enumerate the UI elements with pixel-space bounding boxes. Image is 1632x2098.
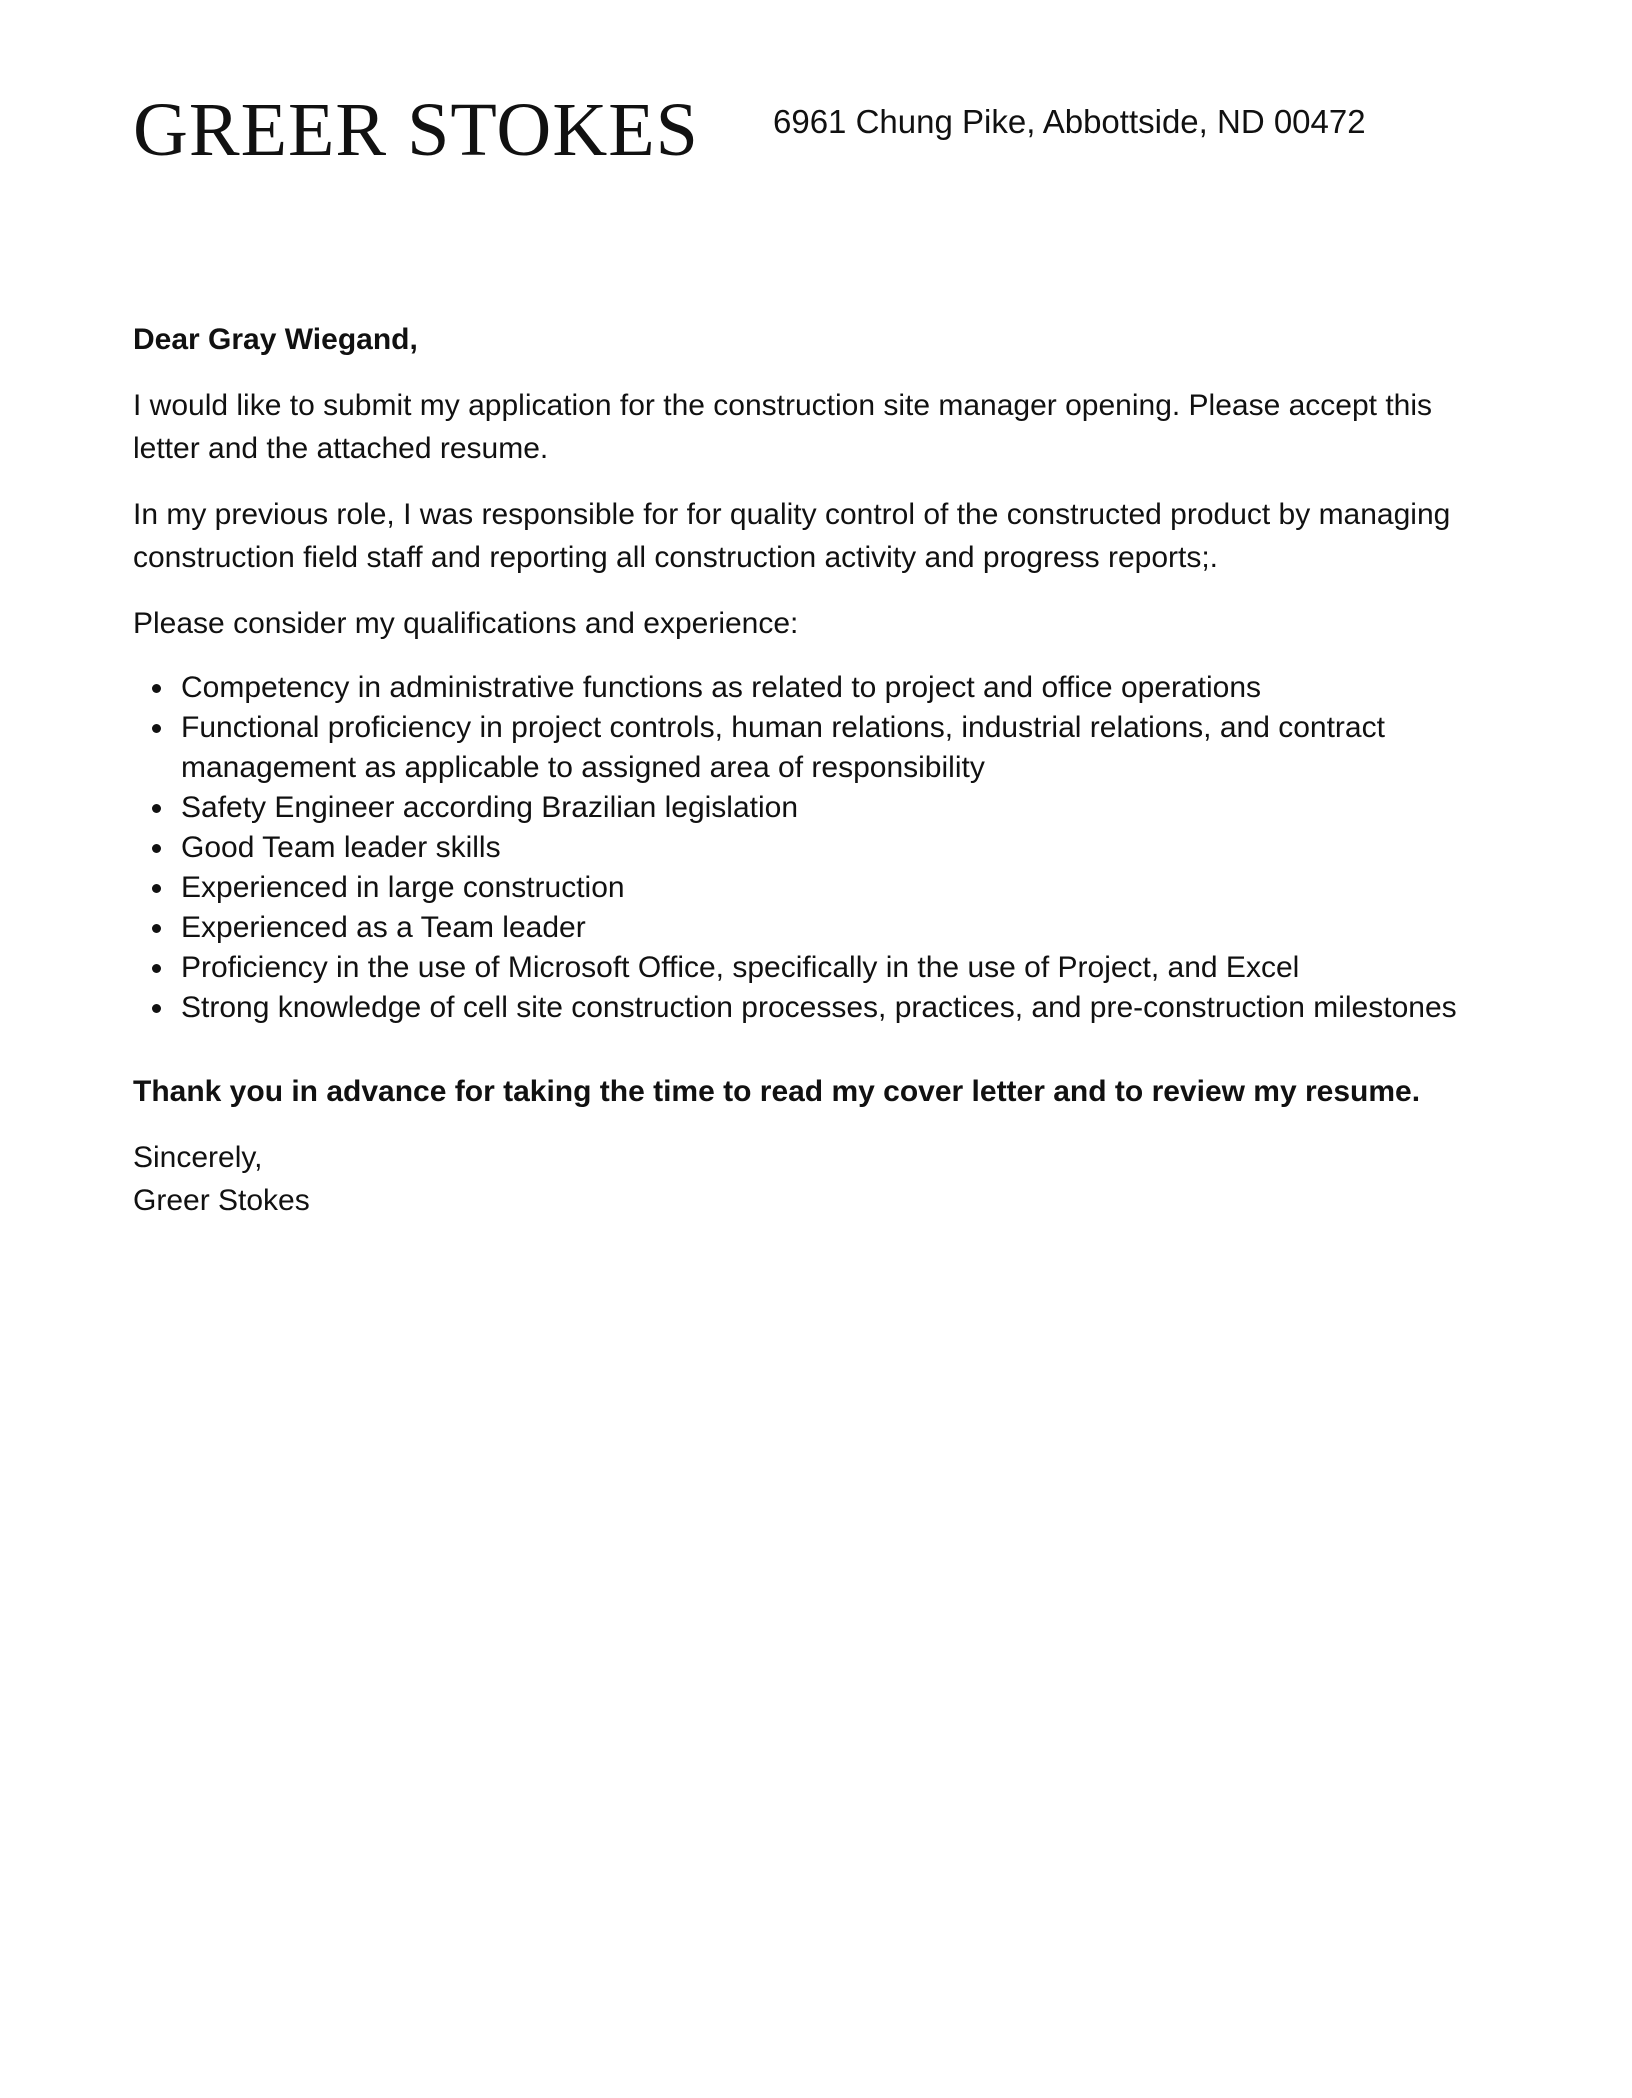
list-item-text: Safety Engineer according Brazilian legislation: [181, 791, 799, 824]
intro-paragraph: I would like to submit my application for the construction site manager opening. Please accept this letter and the attached resume.: [133, 389, 1433, 465]
applicant-address: 6961 Chung Pike, Abbottside, ND 00472: [773, 103, 1366, 140]
list-item-text: Strong knowledge of cell site construction processes, practices, and pre-construction milestones: [181, 991, 1457, 1024]
list-item: [133, 988, 1503, 1028]
list-item: [133, 908, 1503, 948]
list-item: [133, 948, 1503, 988]
list-item-text: Functional proficiency in project controls, human relations, industrial relations, and contract management as applicable to assigned area of responsibility: [181, 711, 1385, 784]
signoff: Sincerely,: [133, 1141, 263, 1174]
closing-paragraph: Thank you in advance for taking the time to read my cover letter and to review my resume.: [133, 1075, 1421, 1108]
applicant-name: GREER STOKES: [133, 88, 699, 172]
qualifications-intro: Please consider my qualifications and experience:: [133, 607, 799, 640]
bullet-icon: [152, 964, 161, 973]
letter-header: [133, 80, 1533, 180]
experience-paragraph: In my previous role, I was responsible for for quality control of the constructed product by managing construction field staff and reporting all construction activity and progress reports;.: [133, 498, 1451, 574]
list-item-text: Good Team leader skills: [181, 831, 501, 864]
list-item-text: Experienced in large construction: [181, 871, 625, 904]
list-item: [133, 668, 1503, 708]
list-item: [133, 828, 1503, 868]
bullet-icon: [152, 884, 161, 893]
bullet-icon: [152, 724, 161, 733]
letter-body: [133, 318, 1503, 1222]
list-item: [133, 708, 1503, 788]
bullet-icon: [152, 844, 161, 853]
bullet-icon: [152, 804, 161, 813]
bullet-icon: [152, 924, 161, 933]
list-item-text: Proficiency in the use of Microsoft Office, specifically in the use of Project, and Excel: [181, 951, 1300, 984]
list-item: [133, 788, 1503, 828]
list-item-text: Competency in administrative functions as related to project and office operations: [181, 671, 1262, 704]
salutation: Dear Gray Wiegand,: [133, 323, 418, 356]
bullet-icon: [152, 1004, 161, 1013]
signature-name: Greer Stokes: [133, 1184, 310, 1217]
list-item: [133, 868, 1503, 908]
list-item-text: Experienced as a Team leader: [181, 911, 586, 944]
bullet-icon: [152, 684, 161, 693]
qualifications-list: [133, 668, 1503, 1028]
